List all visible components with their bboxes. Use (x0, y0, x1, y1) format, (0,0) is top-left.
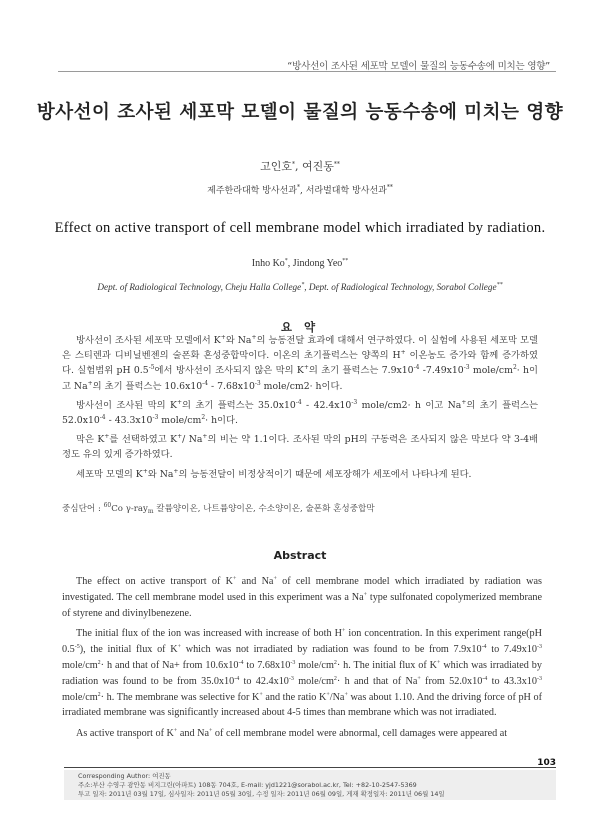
korean-keywords: 중심단어 : $^{60}$Co γ-ray$_m$ 칼륨양이온, 나트륨양이온, 수소양이온, 술폰화 혼성중합막 (62, 502, 375, 515)
korean-affiliations: 제주한라대학 방사선과*, 서라벌대학 방사선과** (207, 184, 393, 196)
korean-abstract-body (62, 333, 538, 486)
author-1: 고인호 (260, 160, 292, 173)
english-authors: Inho Ko*, Jindong Yeo** (251, 258, 349, 269)
korean-abstract-paragraph: 방사선이 조사된 세포막 모델에서 K+와 Na+의 능동전달 효과에 대해서 연구하였다. 이 실험에 사용된 세포막 모델은 스티렌과 디비닐벤젠의 술폰화 혼성중합막이다. 이온의 초기플럭스는 양쪽의 H+ 이온농도 증가와 함께 증가하였다. 실험범위 pH $0.5^{-5}$에서 방사선이 조사되지 않은 막의 K+의 초기 플럭스는 $7.9x10^{-4}$ $-7.49x10^{-3}$ mole/$cm^2\cdot h$이고 Na+의 초기 플럭스는 $10.6x10^{-4} - 7.68x10^{-3}$ mole/cm2· h이다. (62, 334, 539, 392)
abstract-heading: Abstract (273, 549, 327, 562)
abstract-paragraph: The initial flux of the ion was increased with increase of both H+ ion concentration. In this experiment range(pH $0.5^{-5}$), the initial flux of K+ which was not irradiated by radiation was found to be from $7.9x10^{-4}$ to $7.49x10^{-3}$ mole/$cm^2\cdot h$ and that of Na+ from $10.6x10^{-4}$ to $7.68x10^{-3}$ mole/$cm^2\cdot h$. The initial flux of K+ which was irradiated by radiation was found to be from $35.0x10^{-4}$ to $42.4x10^{-3}$ mole/$cm^2\cdot h$ and that of Na+ from $52.0x10^{-4}$ to $43.3x10^{-3}$ mole/$cm^2\cdot h$. The membrane was selective for K+ and the ratio K+/Na+ was about 1.10. And the driving force of pH of irradiated membrane was significantly increased about 4-5 times than membrane which was not irradiated. (62, 628, 542, 719)
korean-abstract-paragraph: 방사선이 조사된 막의 K+의 초기 플럭스는 $35.0x10^{-4} - 42.4x10^{-3}$ mole/cm2· h 이고 Na+의 초기 플럭스는 $52.0x10^{-4} - 43.3x10^{-3}$ mole/$cm^2\cdot h$이다. (62, 398, 539, 427)
korean-abstract-heading: 요 약 (280, 320, 320, 334)
corresponding-author: Corresponding Author: 여진동 (78, 772, 171, 780)
english-affiliations: Dept. of Radiological Technology, Cheju Halla College*, Dept. of Radiological Technology, Sorabol College** (97, 282, 503, 292)
corresponding-author-box (64, 770, 556, 800)
footer-rule (64, 767, 556, 768)
running-head-rule (58, 71, 556, 72)
page-number: 103 (537, 758, 556, 768)
korean-abstract-paragraph: 막은 K+를 선택하였고 K+/ Na+의 비는 약 1.1이다. 조사된 막의 pH의 구동력은 조사되지 않은 막보다 약 3-4배 정도 유의 있게 증가하였다. (62, 433, 538, 461)
korean-authors: 고인호*, 여진동** (260, 160, 340, 173)
author-2: 여진동 (302, 160, 334, 173)
author-address: 주소:부산 수영구 광안동 비지그린(아파트) 108동 704호, E-mail: yjd1221@sorabol.ac.kr, Tel: +82-10-2547-5369 (78, 781, 417, 790)
english-title: Effect on active transport of cell membrane model which irradiated by radiation. (54, 220, 546, 236)
korean-title: 방사선이 조사된 세포막 모델이 물질의 능동수송에 미치는 영향 (36, 102, 564, 123)
english-abstract-body (62, 574, 542, 747)
submission-dates: 투고 일자: 2011년 03월 17일, 심사일자: 2011년 05월 30일, 수정 일자: 2011년 06월 09일, 게재 확정일자: 2011년 06월 14일 (78, 790, 445, 799)
abstract-paragraph: The effect on active transport of K+ and Na+ of cell membrane model which irradiated by radiation was investigated. The cell membrane model used in this experiment was a Na+ type sulfonated copolymerized membrane of styrene and divinylbenezene. (62, 576, 542, 619)
running-head: “방사선이 조사된 세포막 모델이 물질의 능동수송에 미치는 영향” (287, 61, 550, 72)
korean-abstract-paragraph: 세포막 모델의 K+와 Na+의 능동전달이 비정상적이기 때문에 세포장해가 세포에서 나타나게 된다. (76, 467, 472, 480)
abstract-paragraph: As active transport of K+ and Na+ of cell membrane model were abnormal, cell damages were appeared at (76, 728, 508, 740)
